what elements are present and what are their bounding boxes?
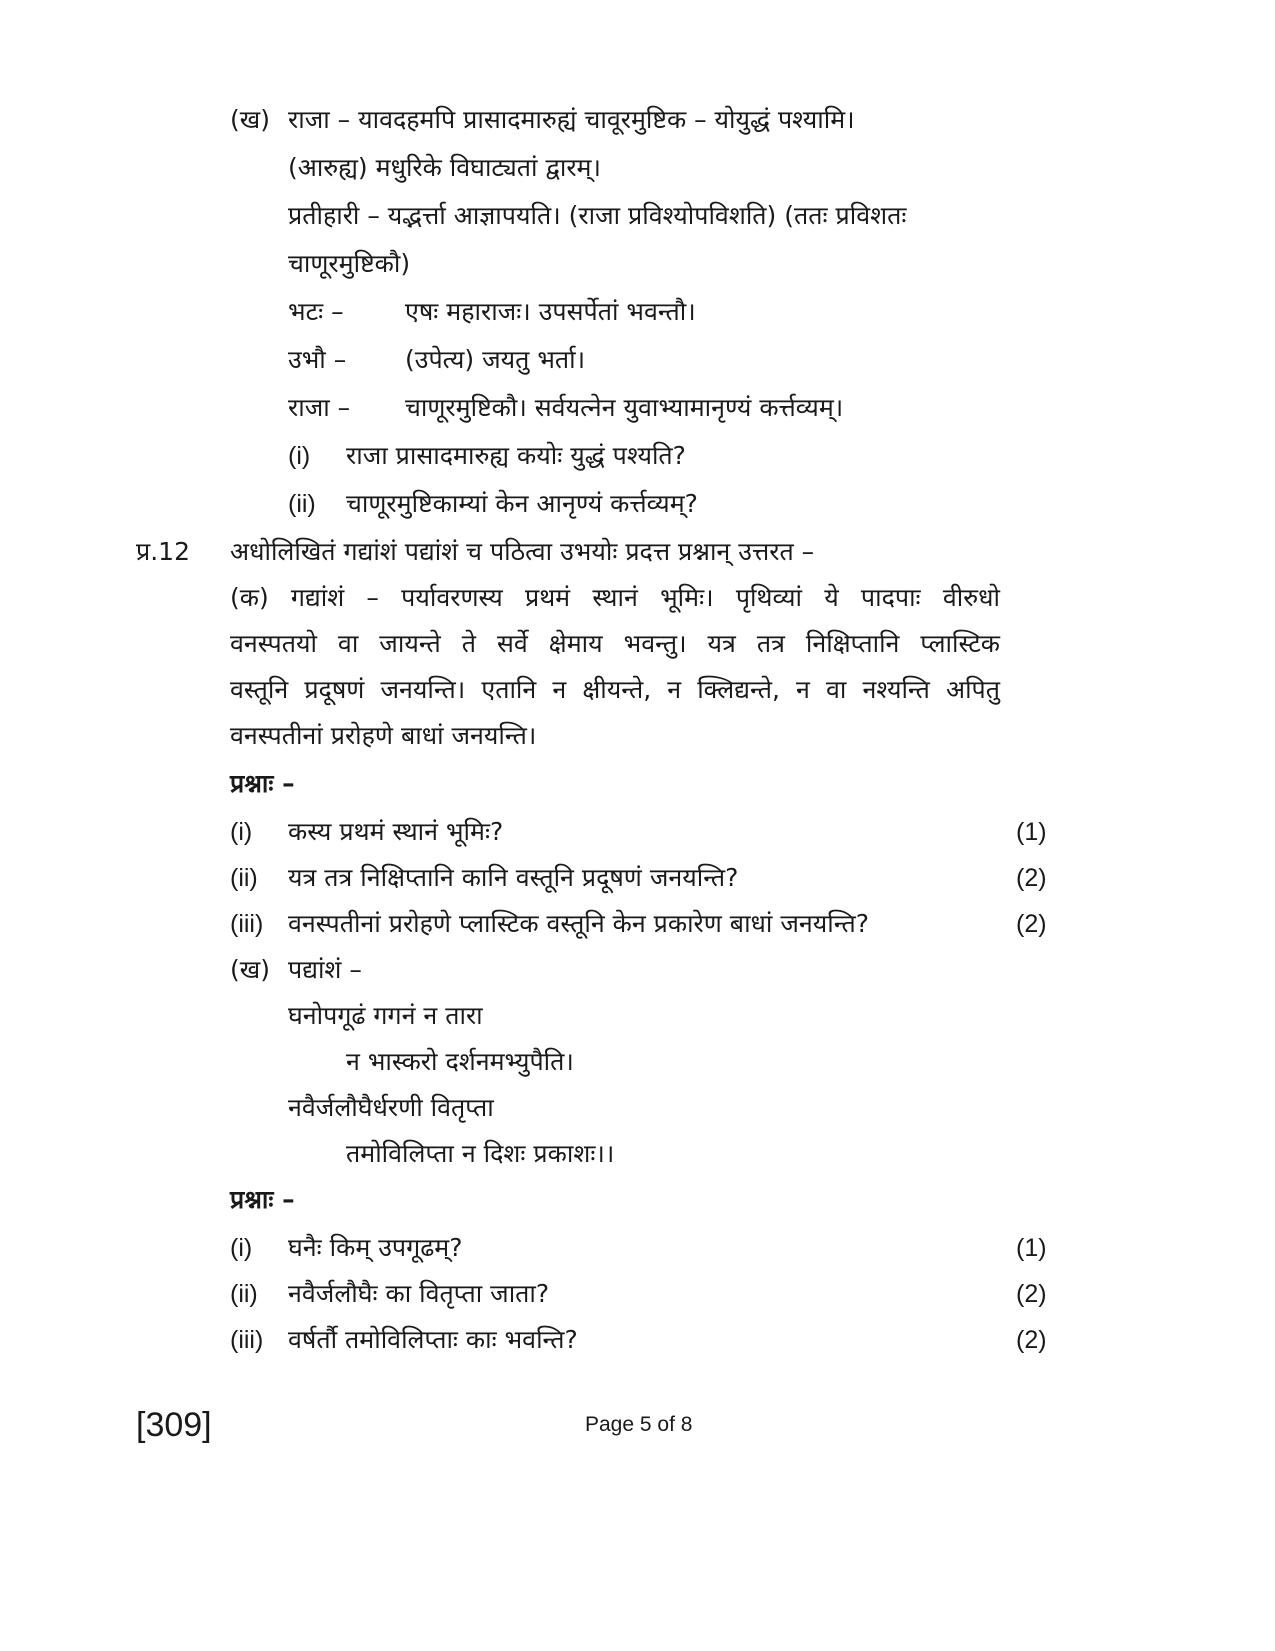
question-number: (i) <box>288 442 311 470</box>
verse-line: न भास्करो दर्शनमभ्युपैति। <box>346 1047 574 1076</box>
question-number: (i) <box>230 818 253 846</box>
question-marks: (2) <box>1016 910 1047 938</box>
question-text: यत्र तत्र निक्षिप्तानि कानि वस्तूनि प्रदूषणं जनयन्ति? <box>288 863 739 892</box>
question-text: चाणूरमुष्टिकाम्यां केन आनृण्यं कर्त्तव्यम्? <box>346 489 698 518</box>
prose-line: (क) गद्यांशं – पर्यावरणस्य प्रथमं स्थानं भूमिः। पृथिव्यां ये पादपाः वीरुधो <box>230 583 1000 612</box>
q11b-label: (ख) <box>230 105 270 134</box>
question-marks: (2) <box>1016 1280 1047 1308</box>
question-text: राजा प्रासादमारुह्य कयोः युद्धं पश्यति? <box>346 441 686 470</box>
question-text: कस्य प्रथमं स्थानं भूमिः? <box>288 817 504 846</box>
question-marks: (2) <box>1016 1326 1047 1354</box>
question-number: (iii) <box>230 1326 264 1354</box>
verse-title: पद्यांशं – <box>288 955 362 984</box>
verse-line: घनोपगूढं गगनं न तारा <box>288 1001 483 1030</box>
paper-code: [309] <box>136 1406 212 1444</box>
dialogue-text: (उपेत्य) जयतु भर्ता। <box>405 345 586 374</box>
prose-line: वनस्पतीनां प्ररोहणे बाधां जनयन्ति। <box>230 721 537 750</box>
page-number: Page 5 of 8 <box>585 1413 693 1436</box>
prose-line: वनस्पतयो वा जायन्ते ते सर्वे क्षेमाय भवन्तु। यत्र तत्र निक्षिप्तानि प्लास्टिक <box>230 629 1000 658</box>
question-text: वर्षर्तौ तमोविलिप्ताः काः भवन्ति? <box>288 1325 578 1354</box>
q11b-line2: (आरुह्य) मधुरिके विघाट्यतां द्वारम्। <box>288 153 601 182</box>
question-text: वनस्पतीनां प्ररोहणे प्लास्टिक वस्तूनि केन प्रकारेण बाधां जनयन्ति? <box>288 909 869 938</box>
verse-line: तमोविलिप्ता न दिशः प्रकाशः।। <box>346 1139 615 1168</box>
question-number: (i) <box>230 1234 253 1262</box>
q12-instruction: अधोलिखितं गद्यांशं पद्यांशं च पठित्वा उभयोः प्रदत्त प्रश्नान् उत्तरत – <box>230 537 815 566</box>
dialogue-text: एषः महाराजः। उपसर्पेतां भवन्तौ। <box>405 297 696 326</box>
question-text: घनैः किम् उपगूढम्? <box>288 1233 463 1262</box>
question-marks: (1) <box>1016 1234 1047 1262</box>
question-marks: (2) <box>1016 864 1047 892</box>
q11b-line3: प्रतीहारी – यद्भर्त्ता आज्ञापयति। (राजा प्रविश्योपविशति) (ततः प्रविशतः <box>288 201 907 230</box>
verse-label: (ख) <box>230 955 270 984</box>
question-text: नवैर्जलौघैः का वितृप्ता जाता? <box>288 1279 550 1308</box>
q12-number: प्र.12 <box>136 537 190 566</box>
question-number: (ii) <box>230 1280 258 1308</box>
q11b-line4: चाणूरमुष्टिकौ) <box>288 249 411 278</box>
prose-line: वस्तूनि प्रदूषणं जनयन्ति। एतानि न क्षीयन्ते, न क्लिद्यन्ते, न वा नश्यन्ति अपितु <box>230 675 1000 704</box>
prashna-heading: प्रश्नाः – <box>230 1185 295 1214</box>
verse-line: नवैर्जलौघैर्धरणी वितृप्ता <box>288 1093 494 1122</box>
question-number: (iii) <box>230 910 264 938</box>
dialogue-speaker: भटः – <box>288 297 344 326</box>
prashna-heading: प्रश्नाः – <box>230 769 295 798</box>
dialogue-speaker: राजा – <box>288 393 351 422</box>
dialogue-text: चाणूरमुष्टिकौ। सर्वयत्नेन युवाभ्यामानृण्यं कर्त्तव्यम्। <box>405 393 844 422</box>
question-marks: (1) <box>1016 818 1047 846</box>
q11b-line1: राजा – यावदहमपि प्रासादमारुह्यं चावूरमुष्टिक – योयुद्धं पश्यामि। <box>288 105 855 134</box>
question-number: (ii) <box>230 864 258 892</box>
dialogue-speaker: उभौ – <box>288 345 347 374</box>
question-number: (ii) <box>288 490 316 518</box>
